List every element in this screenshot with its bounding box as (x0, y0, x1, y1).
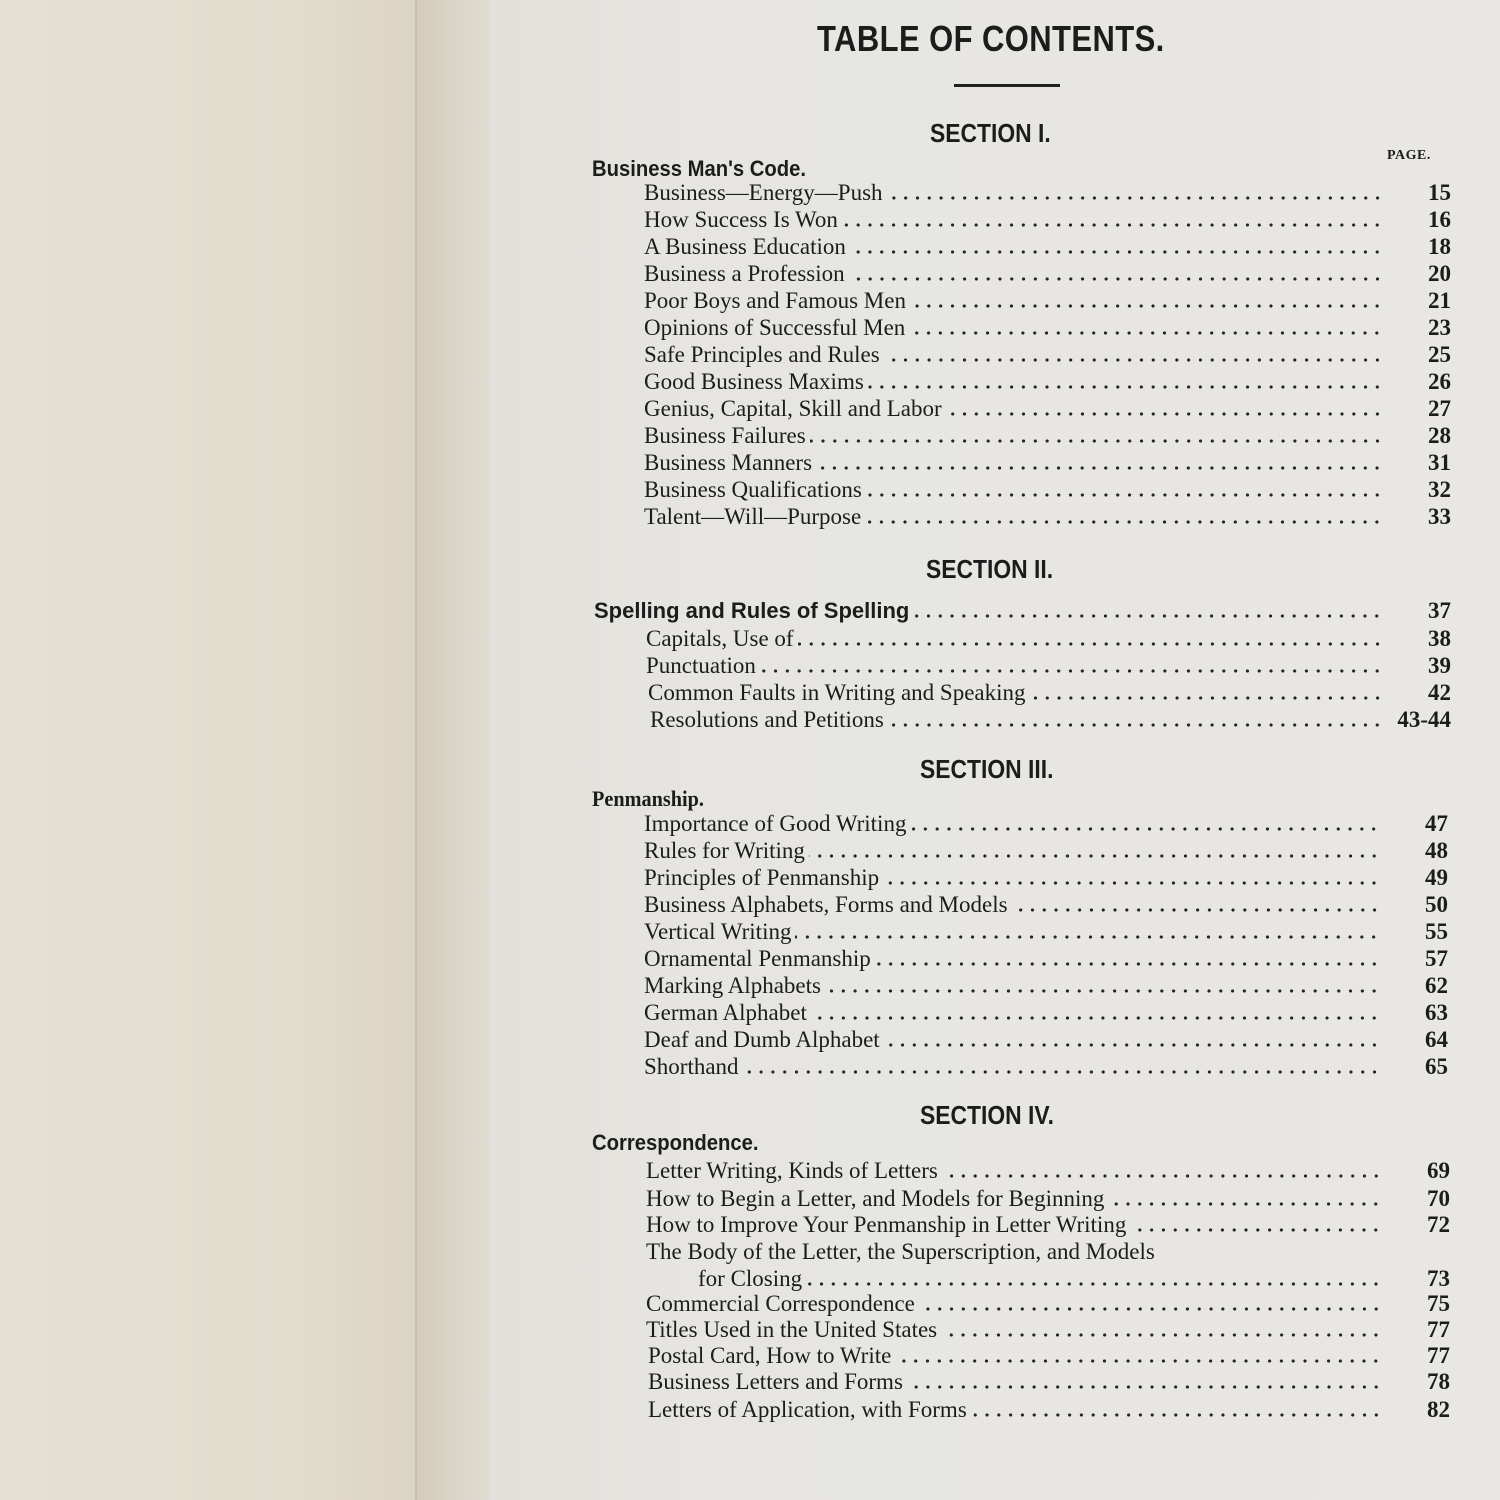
entry-page: 77 (1427, 1343, 1450, 1368)
toc-entry[interactable] (648, 1368, 1450, 1395)
entry-label-line1: The Body of the Letter, the Superscription, and Models (646, 1239, 1155, 1264)
dot-leader (884, 1042, 1380, 1048)
entry-label: A Business Education (644, 234, 846, 259)
dot-leader (909, 330, 1383, 336)
entry-label: Importance of Good Writing (644, 811, 907, 836)
entry-label: Commercial Correspondence (646, 1291, 915, 1316)
toc-entry[interactable] (644, 999, 1448, 1026)
dot-leader (910, 826, 1380, 832)
entry-page: 73 (1427, 1266, 1450, 1291)
entry-label: Business Letters and Forms (648, 1369, 903, 1394)
toc-entry[interactable] (648, 679, 1451, 706)
dot-leader (971, 1412, 1382, 1418)
entry-page: 55 (1425, 919, 1448, 944)
entry-page: 23 (1428, 315, 1451, 340)
entry-page: 82 (1427, 1397, 1450, 1422)
entry-page: 48 (1425, 838, 1448, 863)
dot-leader (1030, 695, 1383, 701)
toc-entry[interactable] (644, 476, 1451, 503)
toc-entry[interactable] (644, 1026, 1448, 1053)
entry-label: Ornamental Penmanship (644, 946, 871, 971)
dot-leader (811, 1015, 1380, 1021)
toc-entry[interactable] (646, 652, 1451, 679)
entry-page: 37 (1428, 598, 1451, 623)
dot-leader (825, 988, 1380, 994)
toc-entry[interactable] (646, 1316, 1450, 1343)
toc-entry[interactable] (644, 395, 1451, 422)
entry-label: How to Begin a Letter, and Models for Beginning (646, 1186, 1105, 1211)
dot-leader (887, 195, 1383, 201)
entry-label: Punctuation (646, 653, 756, 678)
entry-page: 18 (1428, 234, 1451, 259)
entry-label: Principles of Penmanship (644, 865, 880, 890)
dot-leader (850, 249, 1383, 255)
section-heading-2: SECTION II. (926, 554, 1054, 584)
dot-leader (913, 613, 1383, 619)
dot-leader (760, 668, 1383, 674)
entry-label: Business Failures (644, 423, 806, 448)
entry-page: 20 (1428, 261, 1451, 286)
toc-entry[interactable] (646, 1211, 1450, 1238)
entry-label: for Closing (698, 1266, 803, 1291)
toc-entry[interactable] (646, 625, 1451, 652)
entry-page: 16 (1428, 207, 1451, 232)
toc-category-entry[interactable] (594, 597, 1451, 624)
entry-label: Common Faults in Writing and Speaking (648, 680, 1026, 705)
dot-leader (941, 1332, 1382, 1338)
entry-label: Titles Used in the United States (646, 1317, 938, 1342)
toc-entry[interactable] (644, 179, 1451, 206)
entry-page: 64 (1425, 1027, 1448, 1052)
dot-leader (842, 222, 1383, 228)
entry-page: 57 (1425, 946, 1448, 971)
dot-leader (1012, 907, 1380, 913)
entry-page: 49 (1425, 865, 1448, 890)
dot-leader (868, 384, 1383, 390)
toc-entry[interactable] (644, 368, 1451, 395)
entry-label: Genius, Capital, Skill and Labor (644, 396, 942, 421)
dot-leader (810, 438, 1383, 444)
entry-page: 42 (1428, 680, 1451, 705)
entry-label: Shorthand (644, 1054, 739, 1079)
entry-label: Rules for Writing (644, 838, 805, 863)
section-heading-3: SECTION III. (920, 754, 1054, 784)
toc-entry[interactable] (644, 810, 1448, 837)
entry-page: 21 (1428, 288, 1451, 313)
toc-entry[interactable] (644, 341, 1451, 368)
entry-page: 28 (1428, 423, 1451, 448)
entry-page: 63 (1425, 1000, 1448, 1025)
toc-entry[interactable] (644, 260, 1451, 287)
dot-leader (866, 492, 1383, 498)
entry-page: 70 (1427, 1186, 1450, 1211)
dot-leader (1130, 1227, 1382, 1233)
entry-label: Business Manners (644, 450, 813, 475)
toc-entry[interactable] (644, 233, 1451, 260)
toc-entry[interactable] (644, 503, 1451, 530)
dot-leader (910, 303, 1383, 309)
entry-label: Postal Card, How to Write (648, 1343, 892, 1368)
entry-label: Safe Principles and Rules (644, 342, 880, 367)
page-column-label: PAGE. (1387, 148, 1431, 163)
dot-leader (816, 465, 1383, 471)
entry-page: 25 (1428, 342, 1451, 367)
entry-page: 77 (1427, 1317, 1450, 1342)
page-title: TABLE OF CONTENTS. (817, 18, 1165, 59)
entry-label: Good Business Maxims (644, 369, 864, 394)
toc-entry[interactable] (648, 1396, 1450, 1423)
toc-entry[interactable] (644, 287, 1451, 314)
entry-page: 50 (1425, 892, 1448, 917)
entry-label: Business a Profession (644, 261, 845, 286)
dot-leader (806, 1281, 1382, 1287)
dot-leader (919, 1306, 1382, 1312)
entry-label: Business Alphabets, Forms and Models (644, 892, 1008, 917)
entry-page: 15 (1428, 180, 1451, 205)
page-fold (415, 0, 417, 1500)
toc-entry[interactable] (644, 449, 1451, 476)
toc-entry[interactable] (644, 891, 1448, 918)
entry-page: 78 (1427, 1369, 1450, 1394)
section-heading-1: SECTION I. (930, 118, 1051, 148)
toc-entry[interactable] (644, 972, 1448, 999)
section-heading-4: SECTION IV. (920, 1100, 1054, 1130)
entry-page: 72 (1427, 1212, 1450, 1237)
dot-leader (946, 411, 1383, 417)
dot-leader (798, 641, 1383, 647)
entry-label: Business—Energy—Push (644, 180, 883, 205)
entry-page: 62 (1425, 973, 1448, 998)
entry-label: Opinions of Successful Men (644, 315, 906, 340)
toc-entry[interactable] (646, 1290, 1450, 1317)
dot-leader (942, 1173, 1382, 1179)
entry-label: Capitals, Use of (646, 626, 794, 651)
entry-page: 65 (1425, 1054, 1448, 1079)
toc-entry[interactable] (646, 1185, 1450, 1212)
entry-label: Poor Boys and Famous Men (644, 288, 906, 313)
toc-entry[interactable] (644, 864, 1448, 891)
entry-page: 31 (1428, 450, 1451, 475)
dot-leader (875, 961, 1380, 967)
category-spelling: Spelling and Rules of Spelling (594, 598, 910, 623)
dot-leader (883, 880, 1380, 886)
dot-leader (884, 357, 1383, 363)
entry-page: 33 (1428, 504, 1451, 529)
dot-leader (809, 853, 1380, 859)
toc-entry[interactable] (650, 706, 1451, 733)
toc-entry[interactable] (646, 1157, 1450, 1184)
entry-page: 38 (1428, 626, 1451, 651)
entry-label: Talent—Will—Purpose (644, 504, 862, 529)
toc-entry[interactable] (644, 422, 1451, 449)
dot-leader (895, 1358, 1382, 1364)
category-penmanship: Penmanship. (592, 786, 704, 811)
dot-leader (907, 1384, 1382, 1390)
dot-leader (1108, 1201, 1382, 1207)
entry-page: 26 (1428, 369, 1451, 394)
toc-entry[interactable] (644, 314, 1451, 341)
toc-entry[interactable] (644, 837, 1448, 864)
entry-label: Resolutions and Petitions (650, 707, 884, 732)
category-business-mans-code: Business Man's Code. (592, 156, 807, 181)
entry-label: Business Qualifications (644, 477, 862, 502)
toc-entry-multiline[interactable] (646, 1238, 1450, 1292)
book-gutter (415, 0, 490, 1500)
dot-leader (743, 1069, 1380, 1075)
entry-page: 47 (1425, 811, 1448, 836)
dot-leader (849, 276, 1383, 282)
entry-label: How Success Is Won (644, 207, 838, 232)
toc-entry[interactable] (644, 918, 1448, 945)
dot-leader (795, 934, 1380, 940)
entry-label: Marking Alphabets (644, 973, 821, 998)
entry-page: 27 (1428, 396, 1451, 421)
entry-label: Deaf and Dumb Alphabet (644, 1027, 880, 1052)
left-blank-page (0, 0, 415, 1500)
entry-label: German Alphabet (644, 1000, 807, 1025)
title-divider (954, 84, 1060, 87)
entry-label: Letters of Application, with Forms (648, 1397, 967, 1422)
entry-page: 75 (1427, 1291, 1450, 1316)
entry-page: 69 (1427, 1158, 1450, 1183)
entry-page: 39 (1428, 653, 1451, 678)
category-correspondence: Correspondence. (592, 1130, 759, 1155)
toc-entry[interactable] (648, 1342, 1450, 1369)
entry-label: How to Improve Your Penmanship in Letter Writing (646, 1212, 1127, 1237)
toc-entry[interactable] (644, 1053, 1448, 1080)
entry-page: 32 (1428, 477, 1451, 502)
dot-leader (865, 519, 1383, 525)
entry-page: 43-44 (1397, 707, 1451, 732)
toc-entry[interactable] (644, 206, 1451, 233)
entry-label: Vertical Writing (644, 919, 792, 944)
entry-label: Letter Writing, Kinds of Letters (646, 1158, 938, 1183)
toc-entry[interactable] (644, 945, 1448, 972)
dot-leader (888, 722, 1383, 728)
